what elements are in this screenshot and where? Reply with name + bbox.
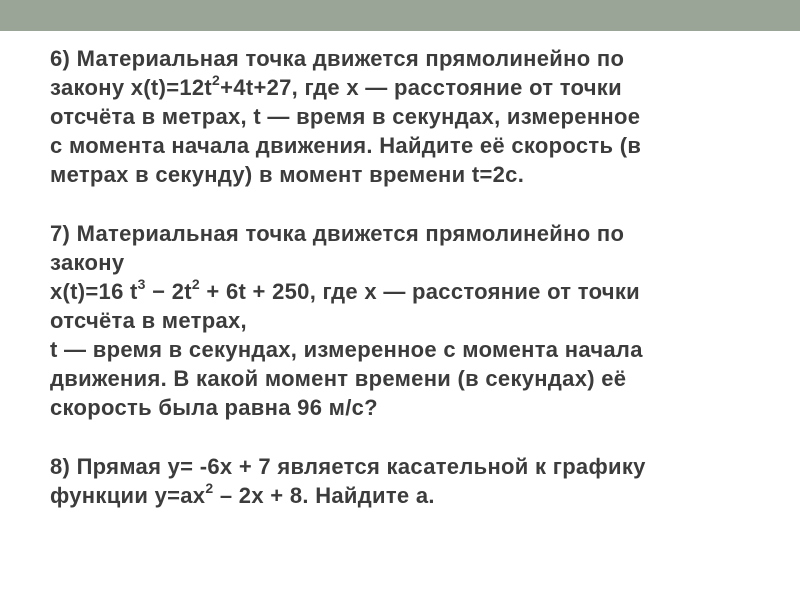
problem-8 [50, 452, 770, 510]
text-run: 8) Прямая y= -6x + 7 является касательной к графику [50, 454, 646, 479]
text-run: закону x(t)=12t [50, 75, 213, 100]
problem-6-line-1 [50, 44, 770, 73]
text-run: движения. В какой момент времени (в секундах) её [50, 366, 627, 391]
text-run: 6) Материальная точка движется прямолинейно по [50, 46, 625, 71]
text-run: функции y=ax [50, 483, 206, 508]
exponent: 2 [212, 71, 221, 88]
text-run: 7) Материальная точка движется прямолинейно по [50, 221, 625, 246]
problem-7-line-5 [50, 335, 770, 364]
problem-6-line-2 [50, 73, 770, 102]
text-run: метрах в секунду) в момент времени t=2с. [50, 162, 525, 187]
text-run: t — время в секундах, измеренное с момента начала [50, 337, 643, 362]
text-run: x(t)=16 t [50, 279, 138, 304]
problem-7-line-7 [50, 393, 770, 422]
exponent: 3 [137, 275, 146, 292]
problem-7-line-2 [50, 248, 770, 277]
text-run: + 6t + 250, где x — расстояние от точки [200, 279, 640, 304]
problem-6-line-5 [50, 160, 770, 189]
problem-6-line-3 [50, 102, 770, 131]
problem-7 [50, 219, 770, 422]
problem-8-line-1 [50, 452, 770, 481]
text-run: с момента начала движения. Найдите её скорость (в [50, 133, 642, 158]
problem-7-line-6 [50, 364, 770, 393]
text-run: отсчёта в метрах, t — время в секундах, измеренное [50, 104, 641, 129]
text-run: – 2x + 8. Найдите a. [213, 483, 435, 508]
text-run: отсчёта в метрах, [50, 308, 247, 333]
slide-top-band [0, 0, 800, 31]
exponent: 2 [191, 275, 200, 292]
problem-6 [50, 44, 770, 189]
text-run: − 2t [145, 279, 192, 304]
slide-content [50, 44, 770, 510]
text-run: скорость была равна 96 м/с? [50, 395, 378, 420]
problem-7-line-1 [50, 219, 770, 248]
text-run: закону [50, 250, 125, 275]
problem-6-line-4 [50, 131, 770, 160]
exponent: 2 [205, 479, 214, 496]
problem-7-line-4 [50, 306, 770, 335]
text-run: +4t+27, где x — расстояние от точки [220, 75, 622, 100]
problem-8-line-2 [50, 481, 770, 510]
problem-7-line-3 [50, 277, 770, 306]
